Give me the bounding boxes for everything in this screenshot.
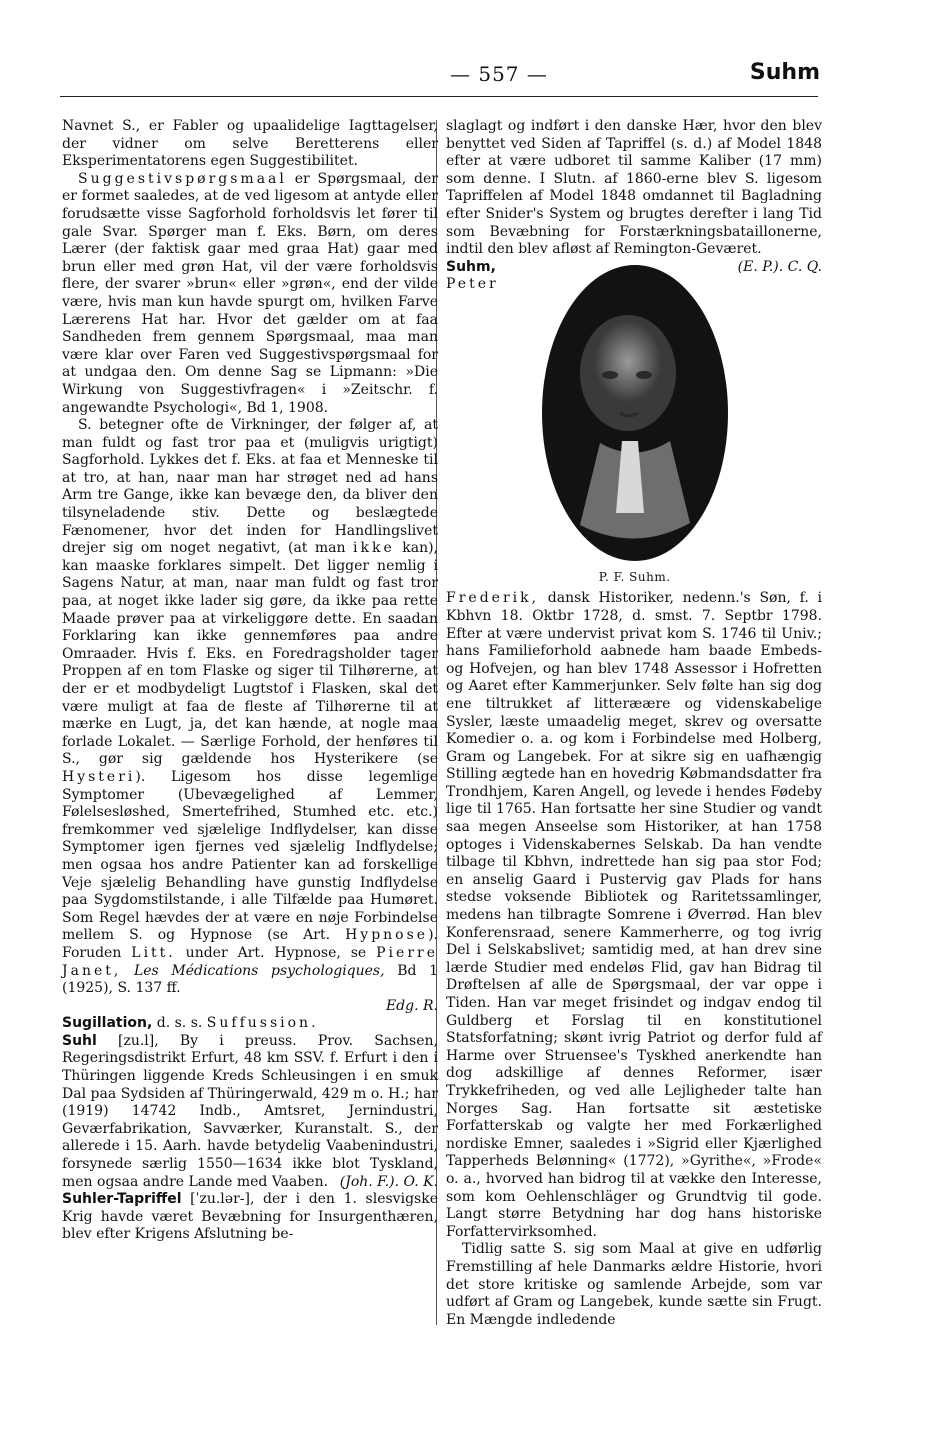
paragraph-continued: slaglagt og indført i den danske Hær, hvor den blev benyttet ved Siden af Tapriffel (s. d.) af Model 1848 efter at være udboret til samme Kaliber (17 mm) som denne. I Slutn. af 1860-erne blev S. ligesom Tapriffelen af Model 1848 omdannet til Bagladning efter Snider's System og brugtes derefter i lang Tid som Bevæbning for Forstærkningsbataillonerne, indtil den blev afløst af Remington-Geværet. (E. P.). C. Q. (446, 118, 822, 275)
right-column (446, 118, 822, 1329)
left-column (62, 118, 438, 1244)
author-name: Pierre Janet, (62, 944, 438, 979)
spaced-term: ikke (353, 540, 395, 557)
paragraph-suhm-history: Tidlig satte S. sig som Maal at give en udførlig Fremstilling af hele Danmarks ældre Historie, hvori det store kritiske og samlende Arbejde, som var udført af Gram og Langebek, kunde sætte sin Frugt. En Mængde indledende (446, 1241, 822, 1328)
entry-sugillation: Sugillation, d. s. s. Suffussion. (62, 1015, 319, 1032)
signature: (E. P.). C. Q. (737, 258, 822, 275)
spaced-term: Suggestivspørgsmaal (78, 170, 287, 187)
running-head: Suhm (749, 60, 820, 85)
cross-reference: Suffussion. (206, 1015, 319, 1032)
entry-suhm: Suhm, Peter Frederik, dansk Historiker, nedenn.'s Søn, f. i Kbhvn 18. Oktbr 1728, d. smst. 7. Septbr 1798. Efter at være undervist privat kom S. 1746 til Univ.; hans Familieforhold aabnede ham baade Embeds- og Hofvejen, og han blev 1748 Assessor i Hofretten og Aaret efter Kammerjunker. Selv følte han sig dog ene tiltrukket af litteræære og videnskabelige Sysler, læste umaadelig meget, skrev og oversatte Komedier o. a. og kom i Forbindelse med Holberg, Gram og Langebek. For at sikre sig en uafhængig Stilling ægtede han en hovedrig Købmandsdatter fra Trondhjem, Karen Angell, og levede i hendes Fødeby lige til 1765. Han fortsatte her sine Studier og vandt saa megen Anseelse som Historiker, at han 1758 optoges i Videnskabernes Selskab. Da han vendte tilbage til Kbhvn, indrettede han sig paa stor Fod; en anselig Gaard i Pustervig gav Plads for hans stedse voksende Bibliotek og Raritetssamlinger, medens han tilbragte Somrene i Øverrød. Han blev Konferensraad, senere Kammerherre, og tog ivrig Del i Selskabslivet; samtidig med, at han drev sine lærde Studier med endeløs Flid, gav han Bidrag til Drøftelsen af alle de Spørgsmaal, der var oppe i Tiden. Han var meget frisindet og indgav endog til Guldberg et Forslag til en konstitutionel Statsforfatning; skønt ivrig Patriot og derfor fuld af Harme over Struensee's Tyskhed anerkendte han dog adskillige af dennes Reformer, især Trykkefriheden, og ved alle Lejligheder talte han Norges Sag. Han fortsatte sit æstetiske Forfatterskab og valgte her med Forkærlighed nordiske Emner, saaledes i »Sigrid eller Kjærlighed Tapperheds Belønning« (1772), »Gyrithe«, »Frode« o. a., hvorved han bidrog til at vække den Interesse, som kom Oehlenschläger og Grundtvig til gode. Langt større Betydning har dog hans historiske Forfattervirksomhed. (446, 258, 822, 1240)
cross-reference: Hysteri (62, 768, 136, 785)
headword: Suhl (62, 1032, 97, 1049)
paragraph-continued: Navnet S., er Fabler og upaalidelige Iagttagelser, der vidner om selve Beretterens eller Eksperimentatorens egen Suggestibilitet. (62, 118, 438, 170)
cross-reference: Hypnose (345, 927, 429, 944)
entry-suhl: Suhl [zu.l], By i preuss. Prov. Sachsen, Regeringsdistrikt Erfurt, 48 km SSV. f. Erfurt i den i Thüringen liggende Kreds Schleusingen i en smuk Dal paa Sydsiden af Thüringerwald, 429 m o. H.; har (1919) 14742 Indb., Amtsret, Jernindustri, Geværfabrikation, Savværker, Kuranstalt. S., der allerede i 15. Aarh. havde betydelig Vaabenindustri, forsynede særlig 1550—1634 ikke blot Tyskland, men ogsaa andre Lande med Vaaben. (Joh. F.). O. K. (62, 1032, 438, 1190)
portrait-caption: P. F. Suhm. (598, 569, 671, 584)
headword: Suhm, (446, 258, 496, 275)
signature: Edg. R. (385, 997, 438, 1014)
portrait-image (540, 263, 730, 563)
portrait-figure (532, 263, 738, 587)
signature: (Joh. F.). O. K. (339, 1173, 438, 1190)
paragraph-suggestion-effects: S. betegner ofte de Virkninger, der følger af, at man fuldt og fast tror paa et (muligvis urigtigt) Sagforhold. Lykkes det f. Eks. at faa et Menneske til at tro, at han, naar man har strøget ned ad hans Arm tre Gange, ikke kan bevæge den, da bliver den tilsyneladende stiv. Dette og beslægtede Fænomener, hvor det inden for Handlingslivet drejer sig om noget negativt, (at man ikke kan), kan maaske forklares simpelt. Det ligger nemlig i Sagens Natur, at man, naar man fuldt og fast tror paa, at noget ikke lader sig gøre, da ikke paa rette Maade prøver paa at virkeliggøre dette. En saadan Forklaring kan ikke gennemføres paa andre Omraader. Hvis f. Eks. en Foredragsholder tager Proppen af en tom Flaske og siger til Tilhørerne, at der er et modbydeligt Lugtstof i Flasken, skal det være muligt at faa de fleste af Tilhørerne til at mærke en Lugt, ja, det kan hænde, at nogle maa forlade Lokalet. — Særlige Forhold, der henføres til S., gør sig gældende hos Hysterikere (se Hysteri). Ligesom hos disse legemlige Symptomer (Ubevægelighed af Lemmer, Følelsesløshed, Smertefrihed, Stumhed etc. etc.) fremkommer ved sjælelige Indflydelser, kan disse Symptomer igen fjernes ved sjælelig Indflydelse; men ogsaa hos andre Patienter kan ad forskellige Veje sjælelig Behandling have gunstig Indflydelse paa Sygdomstilstande, i alle Tilfælde paa Humøret. Som Regel hævdes der at være en nøje Forbindelse mellem S. og Hypnose (se Art. Hypnose). Foruden Litt. under Art. Hypnose, se Pierre Janet, Les Médications psychologiques, Bd 1 (1925), S. 137 ff. Edg. R. (62, 417, 439, 1014)
headword: Suhler-Tapriffel (62, 1191, 182, 1208)
entry-suggestivspoergsmaal: Suggestivspørgsmaal er Spørgsmaal, der er formet saaledes, at de ved ligesom at antyde eller forudsætte visse Sagforhold forholdsvis let fører til gale Svar. Spørger man f. Eks. Børn, om deres Lærer (der faktisk gaar med graa Hat) gaar med brun eller med grøn Hat, vil der være forholdsvis flere, der svarer »brun« eller »grøn«, end der vilde være, hvis man kun havde spurgt om, hvilken Farve Lærerens Hat har. Hvor det gælder om at faa Sandheden frem gennem Spørgsmaal, maa man være klar over Faren ved Suggestivspørgsmaal for at undgaa den. Om denne Sag se Lipmann: »Die Wirkung von Suggestivfragen« i »Zeitschr. f. angewandte Psychologi«, Bd 1, 1908. (62, 170, 438, 416)
spaced-term: Litt. (131, 944, 176, 961)
headword: Sugillation, (62, 1015, 153, 1032)
entry-suhler-tapriffel: Suhler-Tapriffel [ˈzu.lər-], der i den 1. slesvigske Krig havde været Bevæbning for Insurgenthæren, blev efter Krigens Afslutning be- (62, 1191, 438, 1243)
page-number: — 557 — (450, 62, 548, 86)
header-rule (60, 96, 818, 97)
person-name: Peter Frederik, (446, 276, 540, 607)
book-title: Les Médications psychologiques, (121, 962, 385, 979)
page-header (60, 60, 820, 94)
